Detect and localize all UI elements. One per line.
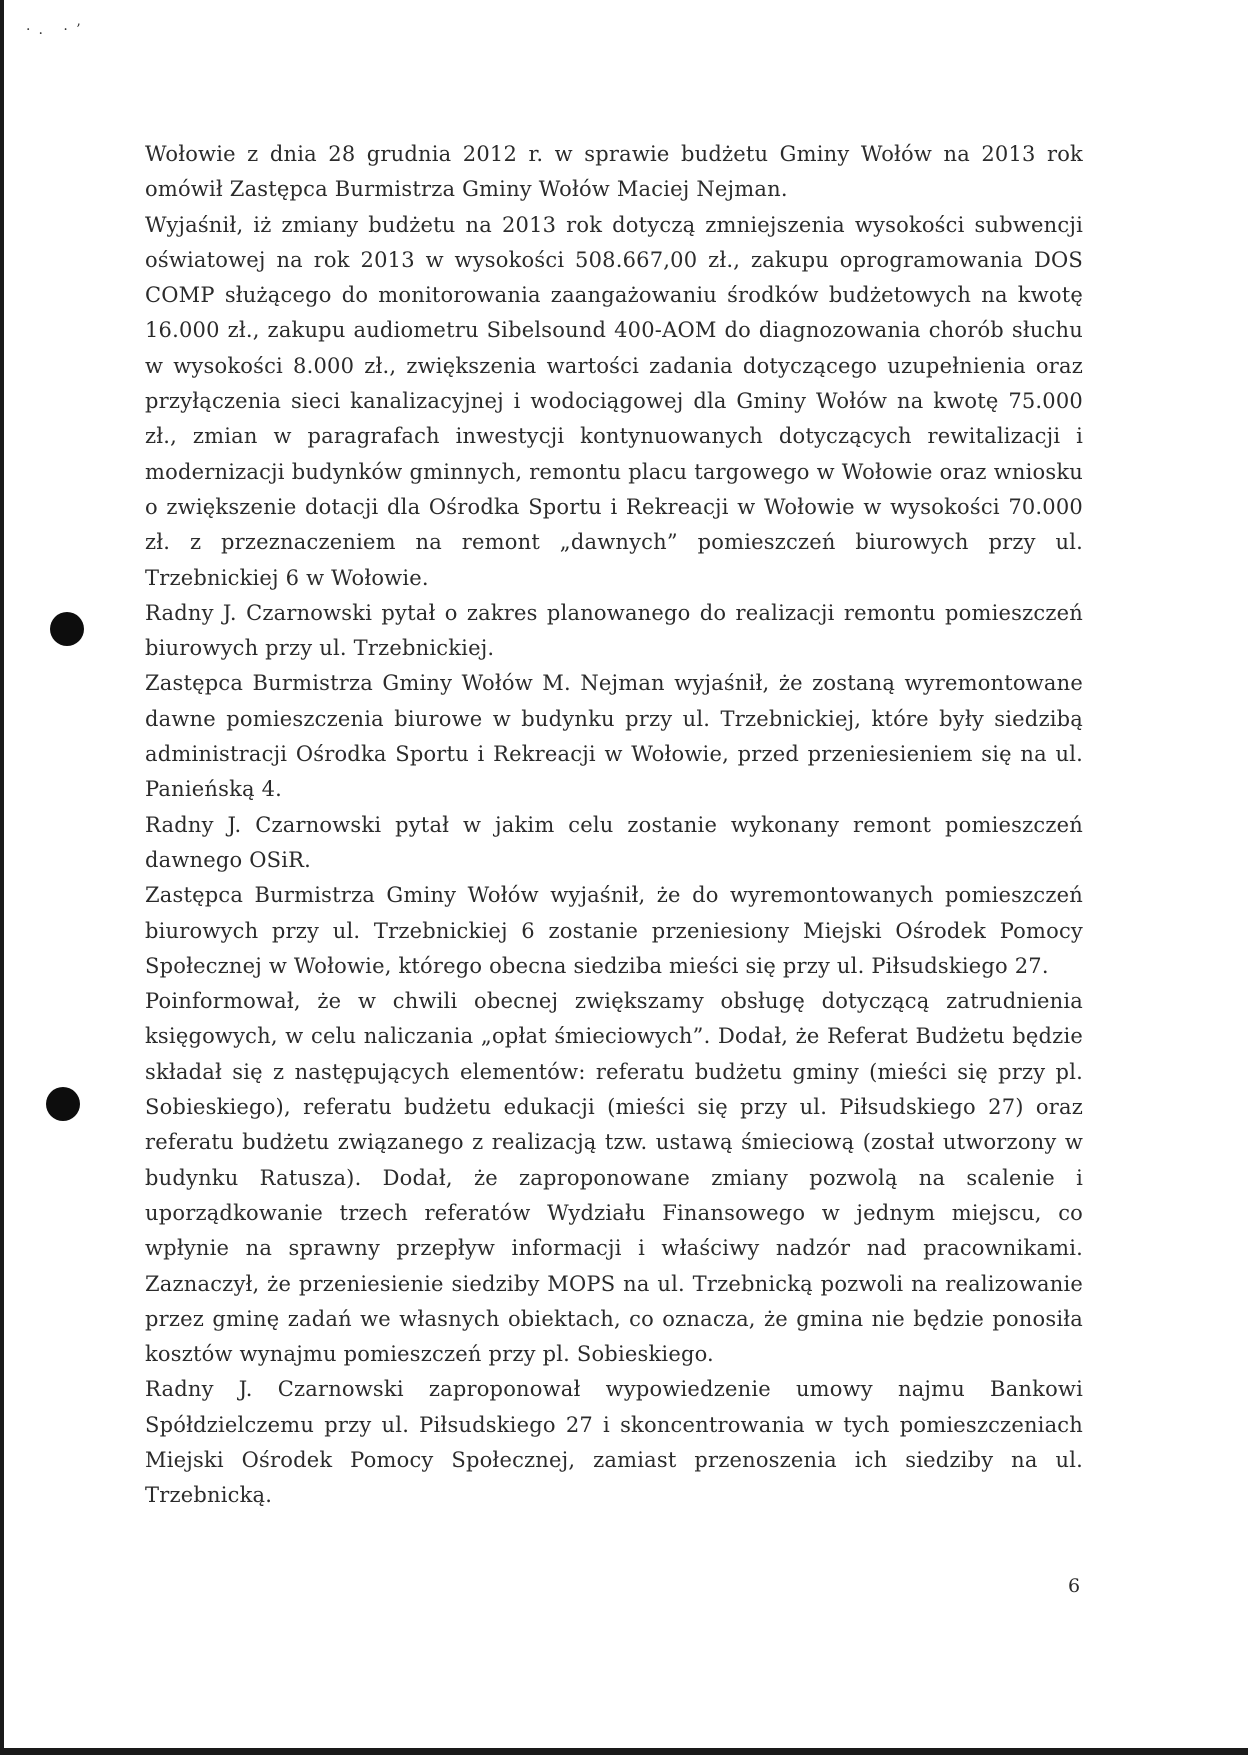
- paragraph: Wyjaśnił, iż zmiany budżetu na 2013 rok dotyczą zmniejszenia wysokości subwencji oświatowej na rok 2013 w wysokości 508.667,00 zł., zakupu oprogramowania DOS COMP służącego do monitorowania zaangażowaniu środków budżetowych na kwotę 16.000 zł., zakupu audiometru Sibelsound 400-AOM do diagnozowania chorób słuchu w wysokości 8.000 zł., zwiększenia wartości zadania dotyczącego uzupełnienia oraz przyłączenia sieci kanalizacyjnej i wodociągowej dla Gminy Wołów na kwotę 75.000 zł., zmian w paragrafach inwestycji kontynuowanych dotyczących rewitalizacji i modernizacji budynków gminnych, remontu placu targowego w Wołowie oraz wniosku o zwiększenie dotacji dla Ośrodka Sportu i Rekreacji w Wołowie w wysokości 70.000 zł. z przeznaczeniem na remont „dawnych” pomieszczeń biurowych przy ul. Trzebnickiej 6 w Wołowie.: [145, 212, 1083, 590]
- paragraph: Radny J. Czarnowski pytał o zakres planowanego do realizacji remontu pomieszczeń biurowych przy ul. Trzebnickiej.: [145, 600, 1083, 661]
- paragraph: Zastępca Burmistrza Gminy Wołów M. Nejman wyjaśnił, że zostaną wyremontowane dawne pomieszczenia biurowe w budynku przy ul. Trzebnickiej, które były siedzibą administracji Ośrodka Sportu i Rekreacji w Wołowie, przed przeniesieniem się na ul. Panieńską 4.: [145, 671, 1083, 802]
- punch-hole-mark: [46, 1087, 80, 1121]
- scan-specks: ·. ·ʼ: [26, 22, 89, 38]
- punch-hole-mark: [50, 612, 84, 646]
- document-body: [145, 137, 1083, 1514]
- paragraph: Radny J. Czarnowski zaproponował wypowiedzenie umowy najmu Bankowi Spółdzielczemu przy ul. Piłsudskiego 27 i skoncentrowania w tych pomieszczeniach Miejski Ośrodek Pomocy Społecznej, zamiast przenoszenia ich siedziby na ul. Trzebnicką.: [145, 1377, 1083, 1508]
- scan-edge-left: [0, 0, 4, 1755]
- paragraph: Zastępca Burmistrza Gminy Wołów wyjaśnił, że do wyremontowanych pomieszczeń biurowych przy ul. Trzebnickiej 6 zostanie przeniesiony Miejski Ośrodek Pomocy Społecznej w Wołowie, którego obecna siedziba mieści się przy ul. Piłsudskiego 27.: [145, 883, 1083, 978]
- page-number: 6: [1068, 1575, 1081, 1597]
- paragraph: Poinformował, że w chwili obecnej zwiększamy obsługę dotyczącą zatrudnienia księgowych, w celu naliczania „opłat śmieciowych”. Dodał, że Referat Budżetu będzie składał się z następujących elementów: referatu budżetu gminy (mieści się przy pl. Sobieskiego), referatu budżetu edukacji (mieści się przy ul. Piłsudskiego 27) oraz referatu budżetu związanego z realizacją tzw. ustawą śmieciową (został utworzony w budynku Ratusza). Dodał, że zaproponowane zmiany pozwolą na scalenie i uporządkowanie trzech referatów Wydziału Finansowego w jednym miejscu, co wpłynie na sprawny przepływ informacji i właściwy nadzór nad pracownikami. Zaznaczył, że przeniesienie siedziby MOPS na ul. Trzebnicką pozwoli na realizowanie przez gminę zadań we własnych obiektach, co oznacza, że gmina nie będzie ponosiła kosztów wynajmu pomieszczeń przy pl. Sobieskiego.: [145, 989, 1083, 1367]
- scan-edge-bottom: [0, 1748, 1248, 1755]
- paragraph: Wołowie z dnia 28 grudnia 2012 r. w sprawie budżetu Gminy Wołów na 2013 rok omówił Zastępca Burmistrza Gminy Wołów Maciej Nejman.: [145, 142, 1083, 202]
- paragraph: Radny J. Czarnowski pytał w jakim celu zostanie wykonany remont pomieszczeń dawnego OSiR.: [145, 812, 1083, 872]
